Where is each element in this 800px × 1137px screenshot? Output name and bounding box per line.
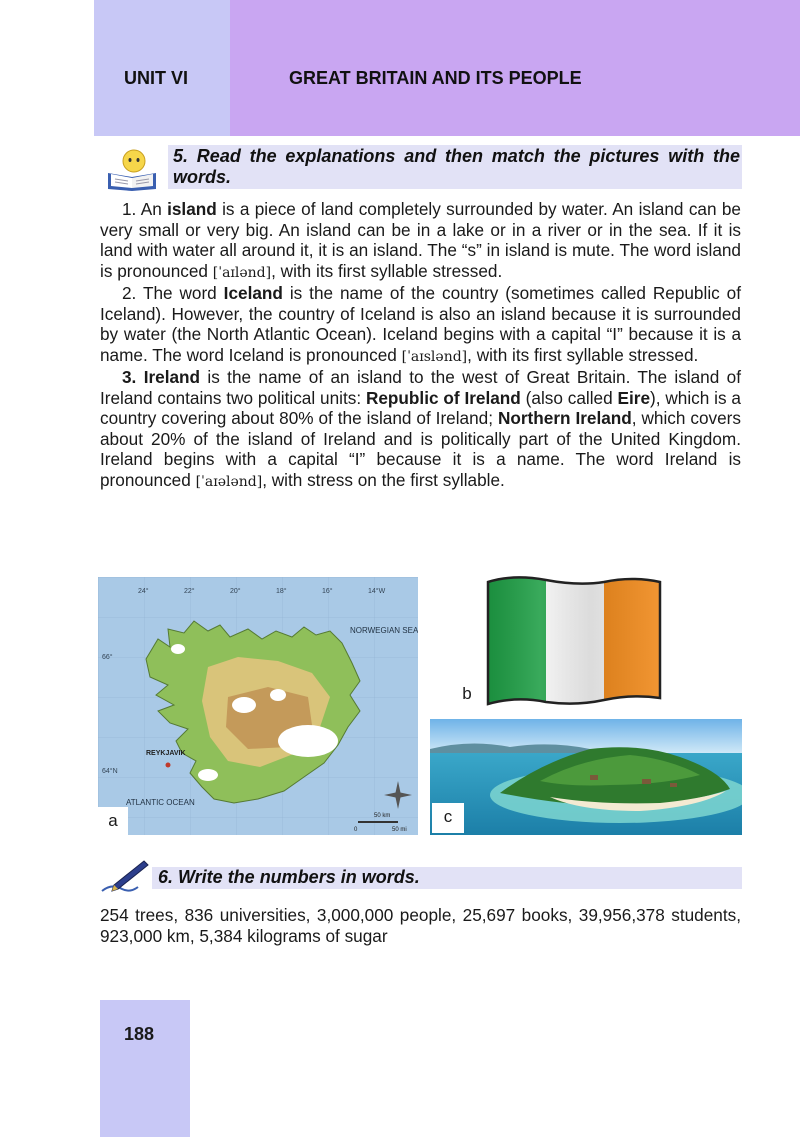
task6-numbers-text: 254 trees, 836 universities, 3,000,000 people, 25,697 books, 39,956,378 students, 923,000 km, 5,384 kilograms of sugar <box>100 905 741 946</box>
map-lon-3: 20° <box>230 588 241 595</box>
picture-a-label: a <box>98 807 128 835</box>
paragraph-2: 2. The word Iceland is the name of the country (sometimes called Republic of Iceland). However, the country of Iceland is also an island because it is surrounded by water (the North Atlantic Ocean). Iceland begins with a capital “I” because it is a name. The word Iceland is pronounced [ˈaɪslənd], with its first syllable stressed. <box>100 283 741 365</box>
paragraph-1: 1. An island is a piece of land completely surrounded by water. An island can be very small or very big. An island can be in a lake or in a river or in the sea. If it is land with water all around it, it is an island. The “s” in island is mute. The word island is pronounced [ˈaɪlənd], with its first syllable stressed. <box>100 199 741 281</box>
paragraph-3: 3. Ireland is the name of an island to the west of Great Britain. The island of Ireland contains two political units: Republic of Ireland (also called Eire), which is a country covering about 80% of the island of Ireland; Northern Ireland, which covers about 20% of the island of Ireland and is politically part of the United Kingdom. Ireland begins with a capital “I” because it is a name. The word Ireland is pronounced [ˈaɪələnd], with stress on the first syllable. <box>100 367 742 490</box>
page-header-title: GREAT BRITAIN AND ITS PEOPLE <box>289 68 582 88</box>
iceland-map-image <box>98 577 418 835</box>
map-scale-mi: 50 mi <box>392 827 407 833</box>
map-lat-1: 66° <box>102 654 113 661</box>
map-lon-6: 14°W <box>368 588 386 595</box>
reading-book-icon <box>104 147 160 191</box>
task5-text <box>100 199 741 492</box>
pen-writing-icon <box>98 857 150 897</box>
picture-b-label: b <box>456 680 478 708</box>
map-scale-km: 50 km <box>374 813 391 819</box>
unit-label: UNIT VI <box>124 68 189 88</box>
map-lon-5: 16° <box>322 588 333 595</box>
task5-title: 5. Read the explanations and then match the pictures with the words. <box>173 146 740 187</box>
map-capital-label: REYKJAVIK <box>146 750 186 757</box>
map-lon-1: 24° <box>138 588 149 595</box>
map-lon-2: 22° <box>184 588 195 595</box>
map-sea-label: NORWEGIAN SEA <box>350 626 418 635</box>
page-number: 188 <box>124 1024 155 1044</box>
map-lat-2: 64°N <box>102 768 118 775</box>
picture-c-label: c <box>432 803 464 833</box>
irish-flag-image <box>478 570 668 715</box>
page-number-panel <box>100 1000 190 1137</box>
task6-title: 6. Write the numbers in words. <box>158 867 420 887</box>
map-lon-4: 18° <box>276 588 287 595</box>
tropical-island-image <box>430 719 742 835</box>
map-scale-zero: 0 <box>354 827 358 833</box>
map-ocean-label: ATLANTIC OCEAN <box>126 798 195 807</box>
